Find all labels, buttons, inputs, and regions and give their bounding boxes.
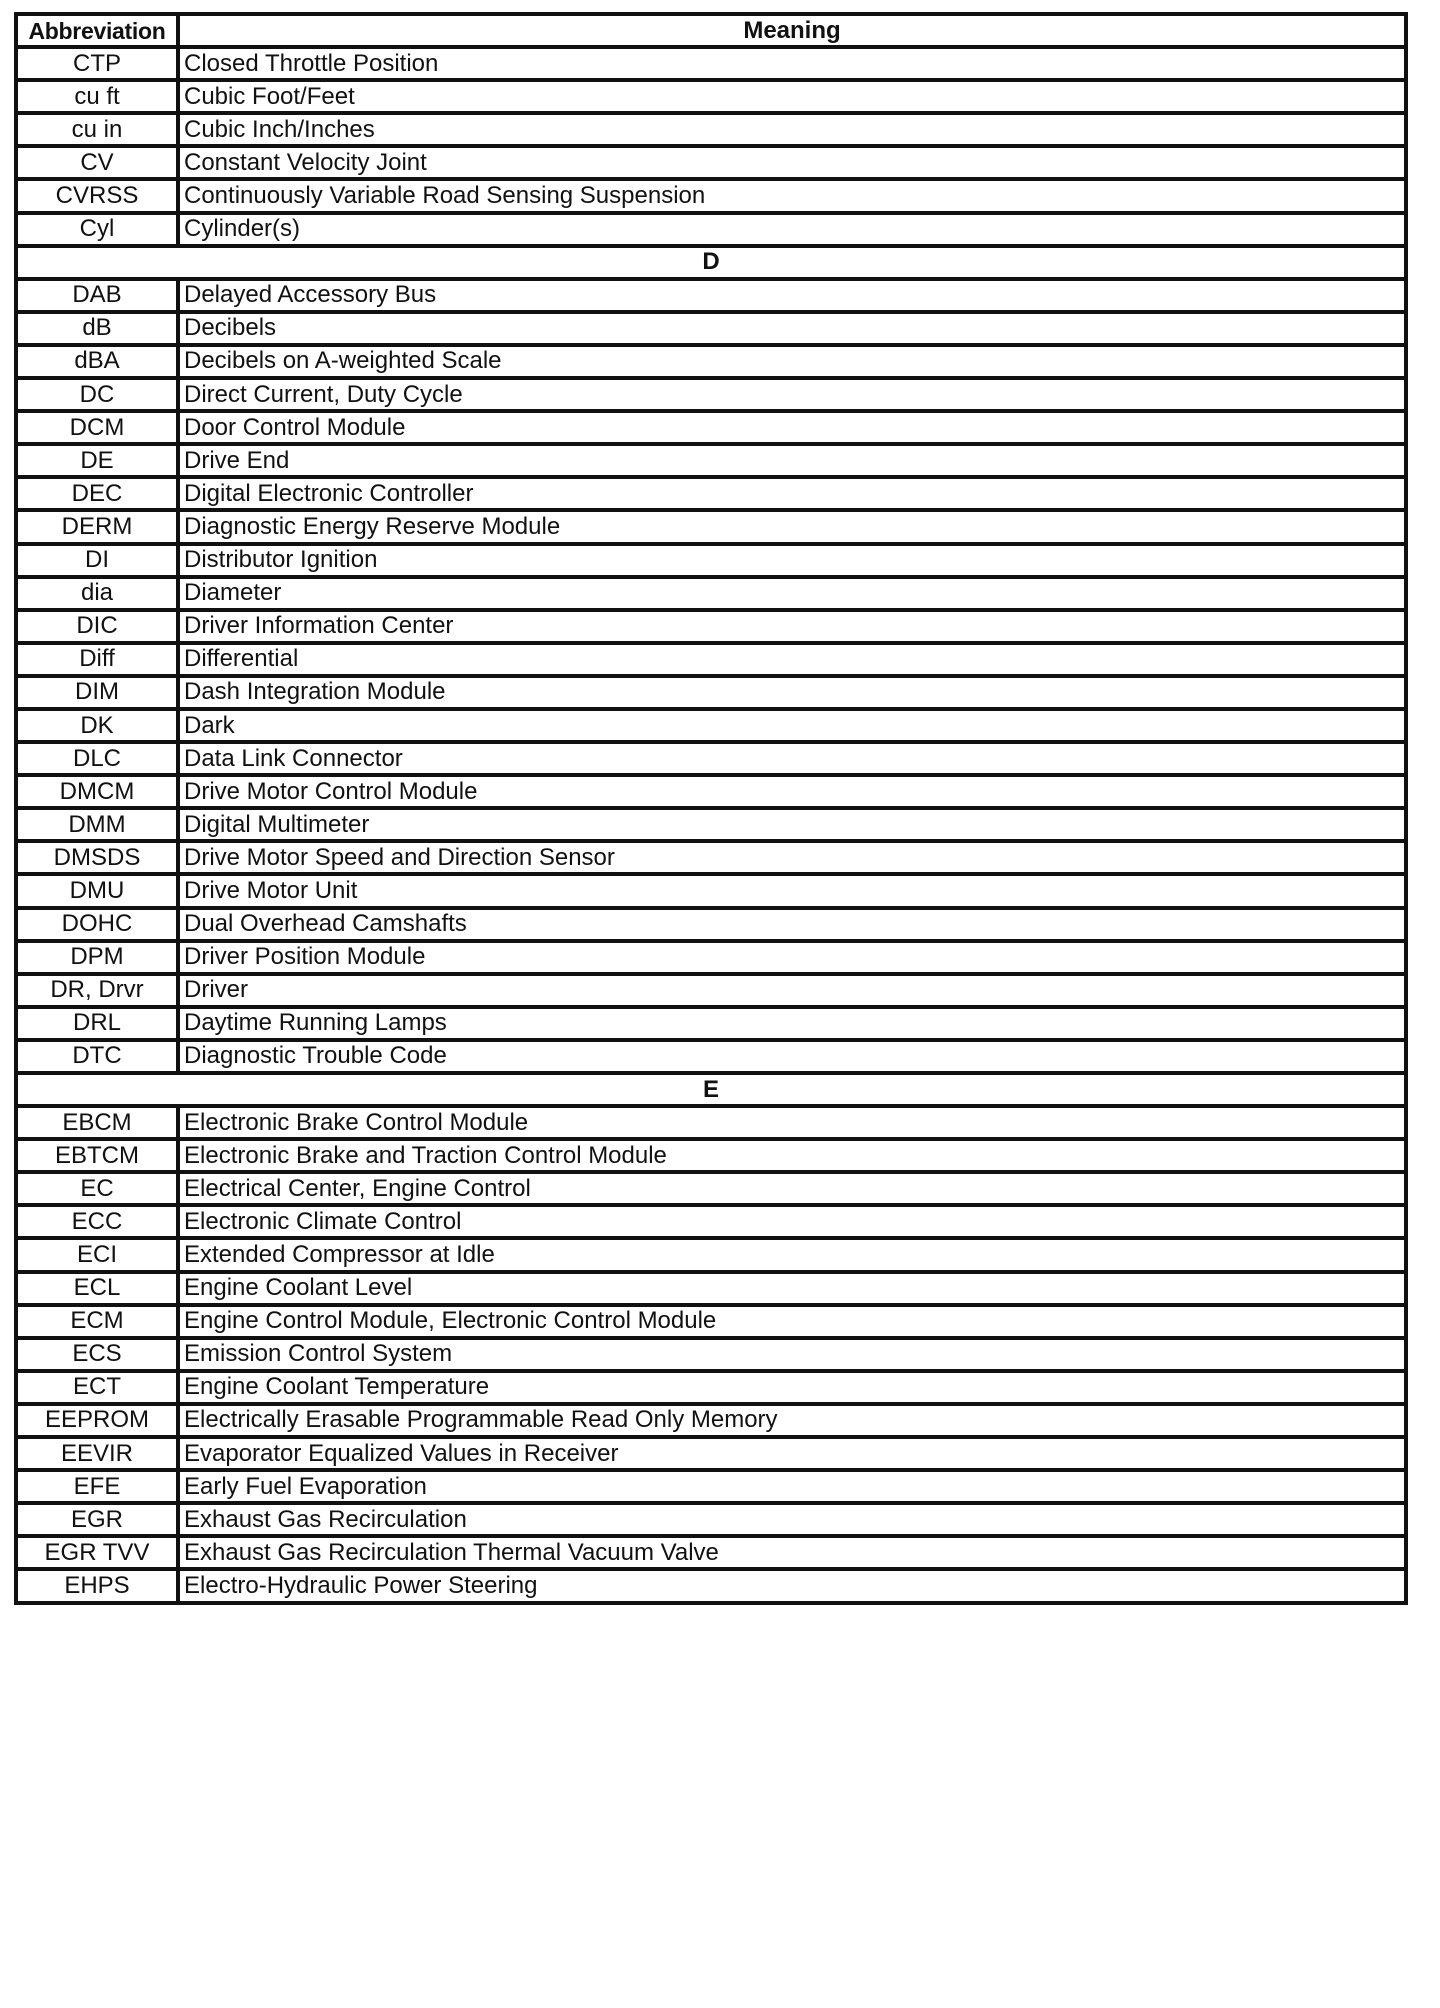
header-row [16, 14, 1406, 47]
section-letter: E [16, 1073, 1406, 1106]
abbreviation-cell: cu in [16, 113, 178, 146]
meaning-cell: Digital Multimeter [178, 808, 1406, 841]
meaning-cell: Constant Velocity Joint [178, 146, 1406, 179]
meaning-cell: Data Link Connector [178, 742, 1406, 775]
abbreviation-cell: DMSDS [16, 841, 178, 874]
meaning-cell: Exhaust Gas Recirculation [178, 1503, 1406, 1536]
abbreviation-cell: DCM [16, 411, 178, 444]
table-row [16, 808, 1406, 841]
meaning-cell: Differential [178, 643, 1406, 676]
meaning-cell: Drive End [178, 444, 1406, 477]
meaning-cell: Electronic Climate Control [178, 1205, 1406, 1238]
table-row [16, 444, 1406, 477]
table-row [16, 544, 1406, 577]
table-row [16, 709, 1406, 742]
abbreviation-cell: EGR [16, 1503, 178, 1536]
meaning-cell: Evaporator Equalized Values in Receiver [178, 1437, 1406, 1470]
abbreviation-cell: ECS [16, 1338, 178, 1371]
table-row [16, 1205, 1406, 1238]
meaning-cell: Exhaust Gas Recirculation Thermal Vacuum Valve [178, 1536, 1406, 1569]
meaning-cell: Door Control Module [178, 411, 1406, 444]
table-row [16, 1040, 1406, 1073]
abbreviation-cell: DC [16, 378, 178, 411]
meaning-column-header: Meaning [178, 14, 1406, 47]
table-row [16, 1338, 1406, 1371]
section-row [16, 1073, 1406, 1106]
abbreviation-cell: ECM [16, 1305, 178, 1338]
abbreviation-cell: DR, Drvr [16, 974, 178, 1007]
abbreviation-cell: DPM [16, 941, 178, 974]
abbreviation-cell: DAB [16, 279, 178, 312]
abbreviation-cell: dBA [16, 345, 178, 378]
abbreviation-cell: DERM [16, 510, 178, 543]
table-row [16, 113, 1406, 146]
meaning-cell: Decibels [178, 312, 1406, 345]
meaning-cell: Distributor Ignition [178, 544, 1406, 577]
abbreviation-cell: DEC [16, 477, 178, 510]
abbreviation-cell: EEVIR [16, 1437, 178, 1470]
abbreviation-cell: DIM [16, 676, 178, 709]
meaning-cell: Cubic Inch/Inches [178, 113, 1406, 146]
meaning-cell: Extended Compressor at Idle [178, 1238, 1406, 1271]
table-row [16, 345, 1406, 378]
abbreviation-cell: dia [16, 577, 178, 610]
table-row [16, 1569, 1406, 1602]
abbreviation-cell: DMCM [16, 775, 178, 808]
meaning-cell: Delayed Accessory Bus [178, 279, 1406, 312]
table-row [16, 279, 1406, 312]
meaning-cell: Electrically Erasable Programmable Read Only Memory [178, 1404, 1406, 1437]
table-row [16, 1503, 1406, 1536]
table-row [16, 643, 1406, 676]
meaning-cell: Driver Information Center [178, 610, 1406, 643]
table-row [16, 1536, 1406, 1569]
abbreviation-cell: DRL [16, 1007, 178, 1040]
table-row [16, 378, 1406, 411]
table-row [16, 1404, 1406, 1437]
abbreviation-cell: DI [16, 544, 178, 577]
abbreviation-cell: DK [16, 709, 178, 742]
abbreviation-cell: DTC [16, 1040, 178, 1073]
meaning-cell: Closed Throttle Position [178, 47, 1406, 80]
abbreviation-column-header: Abbreviation [16, 14, 178, 47]
section-row [16, 246, 1406, 279]
table-row [16, 874, 1406, 907]
table-row [16, 179, 1406, 212]
abbreviation-cell: EGR TVV [16, 1536, 178, 1569]
abbreviation-cell: DIC [16, 610, 178, 643]
abbreviation-cell: CVRSS [16, 179, 178, 212]
abbreviation-cell: ECC [16, 1205, 178, 1238]
abbreviation-cell: Cyl [16, 213, 178, 246]
abbreviation-cell: CV [16, 146, 178, 179]
table-row [16, 610, 1406, 643]
table-row [16, 775, 1406, 808]
table-row [16, 1371, 1406, 1404]
meaning-cell: Digital Electronic Controller [178, 477, 1406, 510]
table-header [16, 14, 1406, 47]
abbreviation-table [14, 12, 1408, 1605]
abbreviation-cell: ECT [16, 1371, 178, 1404]
table-row [16, 1470, 1406, 1503]
table-row [16, 1305, 1406, 1338]
table-row [16, 146, 1406, 179]
abbreviation-cell: CTP [16, 47, 178, 80]
meaning-cell: Dark [178, 709, 1406, 742]
abbreviation-cell: EBCM [16, 1106, 178, 1139]
table-row [16, 477, 1406, 510]
table-row [16, 213, 1406, 246]
table-row [16, 411, 1406, 444]
meaning-cell: Electro-Hydraulic Power Steering [178, 1569, 1406, 1602]
abbreviation-cell: EHPS [16, 1569, 178, 1602]
meaning-cell: Continuously Variable Road Sensing Suspension [178, 179, 1406, 212]
table-row [16, 1238, 1406, 1271]
meaning-cell: Engine Control Module, Electronic Control Module [178, 1305, 1406, 1338]
abbreviation-cell: EBTCM [16, 1139, 178, 1172]
table-row [16, 841, 1406, 874]
abbreviation-cell: DLC [16, 742, 178, 775]
meaning-cell: Dual Overhead Camshafts [178, 908, 1406, 941]
meaning-cell: Drive Motor Control Module [178, 775, 1406, 808]
table-row [16, 1437, 1406, 1470]
table-row [16, 312, 1406, 345]
meaning-cell: Emission Control System [178, 1338, 1406, 1371]
table-row [16, 676, 1406, 709]
meaning-cell: Electrical Center, Engine Control [178, 1172, 1406, 1205]
abbreviation-cell: Diff [16, 643, 178, 676]
meaning-cell: Early Fuel Evaporation [178, 1470, 1406, 1503]
meaning-cell: Driver Position Module [178, 941, 1406, 974]
table-body [16, 47, 1406, 1602]
table-row [16, 1106, 1406, 1139]
table-row [16, 1272, 1406, 1305]
table-row [16, 47, 1406, 80]
abbreviation-cell: cu ft [16, 80, 178, 113]
meaning-cell: Diagnostic Energy Reserve Module [178, 510, 1406, 543]
abbreviation-cell: DMM [16, 808, 178, 841]
meaning-cell: Engine Coolant Temperature [178, 1371, 1406, 1404]
abbreviation-cell: EC [16, 1172, 178, 1205]
table-row [16, 577, 1406, 610]
meaning-cell: Engine Coolant Level [178, 1272, 1406, 1305]
table-row [16, 1172, 1406, 1205]
meaning-cell: Drive Motor Unit [178, 874, 1406, 907]
abbreviation-cell: EFE [16, 1470, 178, 1503]
meaning-cell: Drive Motor Speed and Direction Sensor [178, 841, 1406, 874]
meaning-cell: Driver [178, 974, 1406, 1007]
table-row [16, 80, 1406, 113]
abbreviation-cell: EEPROM [16, 1404, 178, 1437]
table-row [16, 974, 1406, 1007]
abbreviation-cell: DE [16, 444, 178, 477]
abbreviation-cell: DOHC [16, 908, 178, 941]
table-row [16, 1007, 1406, 1040]
table-row [16, 1139, 1406, 1172]
meaning-cell: Decibels on A-weighted Scale [178, 345, 1406, 378]
meaning-cell: Electronic Brake and Traction Control Module [178, 1139, 1406, 1172]
table-row [16, 510, 1406, 543]
abbreviation-cell: DMU [16, 874, 178, 907]
abbreviation-cell: dB [16, 312, 178, 345]
abbreviation-cell: ECL [16, 1272, 178, 1305]
meaning-cell: Electronic Brake Control Module [178, 1106, 1406, 1139]
section-letter: D [16, 246, 1406, 279]
meaning-cell: Direct Current, Duty Cycle [178, 378, 1406, 411]
meaning-cell: Daytime Running Lamps [178, 1007, 1406, 1040]
meaning-cell: Cubic Foot/Feet [178, 80, 1406, 113]
meaning-cell: Diameter [178, 577, 1406, 610]
table-row [16, 742, 1406, 775]
meaning-cell: Dash Integration Module [178, 676, 1406, 709]
meaning-cell: Diagnostic Trouble Code [178, 1040, 1406, 1073]
table-row [16, 908, 1406, 941]
table-row [16, 941, 1406, 974]
abbreviation-cell: ECI [16, 1238, 178, 1271]
meaning-cell: Cylinder(s) [178, 213, 1406, 246]
